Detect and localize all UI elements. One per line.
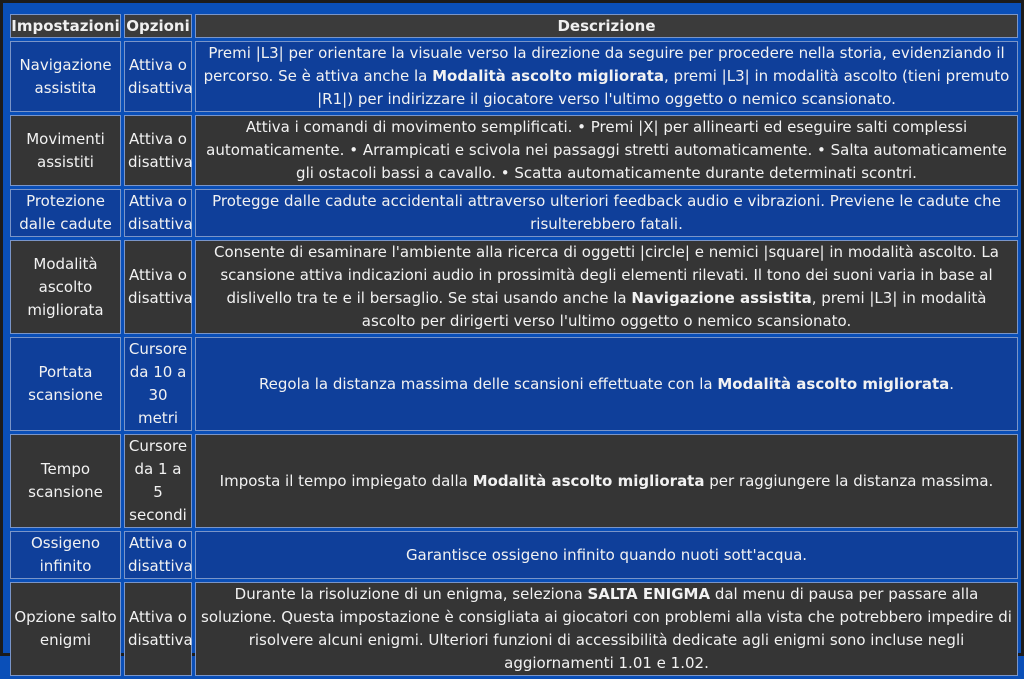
- setting-name: Movimenti assistiti: [10, 115, 121, 186]
- table-row: [10, 582, 1018, 676]
- header-options: Opzioni: [124, 14, 192, 38]
- description-text: Premi |L3| per orientare la visuale verso la direzione da seguire per procedere nella storia, evidenziando il percorso. Se è attiva anche la: [203, 44, 1005, 85]
- setting-description: [195, 434, 1018, 528]
- table-row: [10, 189, 1018, 237]
- description-text: , premi |L3| in modalità ascolto per dirigerti verso l'ultimo oggetto o nemico scansionato.: [361, 289, 987, 330]
- description-text: Garantisce ossigeno infinito quando nuoti sott'acqua.: [405, 545, 808, 564]
- setting-option: Attiva o disattiva: [124, 582, 192, 676]
- description-text: per raggiungere la distanza massima.: [704, 471, 994, 490]
- description-text: .: [949, 374, 955, 393]
- setting-name: Modalità ascolto migliorata: [10, 240, 121, 334]
- setting-description: [195, 115, 1018, 186]
- setting-description: [195, 240, 1018, 334]
- setting-description: [195, 41, 1018, 112]
- header-description: Descrizione: [195, 14, 1018, 38]
- table-row: [10, 531, 1018, 579]
- setting-name: Tempo scansione: [10, 434, 121, 528]
- table-row: [10, 337, 1018, 431]
- setting-option: Attiva o disattiva: [124, 41, 192, 112]
- setting-name: Protezione dalle cadute: [10, 189, 121, 237]
- description-text: Protegge dalle cadute accidentali attraverso ulteriori feedback audio e vibrazioni. Previene le cadute che risulterebbero fatali.: [212, 192, 1001, 233]
- table-row: [10, 240, 1018, 334]
- table-header-row: [10, 14, 1018, 38]
- setting-option: Attiva o disattiva: [124, 189, 192, 237]
- description-bold-text: Navigazione assistita: [631, 289, 812, 307]
- table-row: [10, 115, 1018, 186]
- table-row: [10, 41, 1018, 112]
- description-bold-text: Modalità ascolto migliorata: [472, 471, 705, 490]
- description-text: dal menu di pausa per passare alla soluzione. Questa impostazione è consigliata ai giocatori con problemi alla vista che potrebbero impedire di risolvere alcuni enigmi. Ulteriori funzioni di accessibilità dedicate agli enigmi sono incluse negli aggiornamenti 1.01 e 1.02.: [201, 585, 1012, 672]
- setting-description: [195, 189, 1018, 237]
- setting-name: Navigazione assistita: [10, 41, 121, 112]
- description-bold-text: Modalità ascolto migliorata: [432, 67, 665, 85]
- description-text: Regola la distanza massima delle scansioni effettuate con la: [258, 374, 718, 393]
- setting-description: [195, 531, 1018, 579]
- setting-option: Attiva o disattiva: [124, 240, 192, 334]
- setting-option: Cursore da 10 a 30 metri: [124, 337, 192, 431]
- description-text: , premi |L3| in modalità ascolto (tieni premuto |R1|) per indirizzare il giocatore verso l'ultimo oggetto o nemico scansionato.: [317, 67, 1010, 108]
- description-bold-text: Modalità ascolto migliorata: [717, 374, 950, 393]
- description-text: Attiva i comandi di movimento semplificati. • Premi |X| per allinearti ed eseguire salti complessi automaticamente. • Arrampicati e scivola nei passaggi stretti automaticamente. • Salta automaticamente gli ostacoli bassi a cavallo. • Scatta automaticamente durante determinati scontri.: [206, 118, 1007, 182]
- description-text: Consente di esaminare l'ambiente alla ricerca di oggetti |circle| e nemici |square| in modalità ascolto. La scansione attiva indicazioni audio in prossimità degli elementi rilevati. Il tono dei suoni varia in base al dislivello tra te e il bersaglio. Se stai usando anche la: [214, 243, 999, 307]
- setting-name: Ossigeno infinito: [10, 531, 121, 579]
- setting-name: Portata scansione: [10, 337, 121, 431]
- setting-option: Cursore da 1 a 5 secondi: [124, 434, 192, 528]
- accessibility-settings-table: [7, 11, 1021, 679]
- header-settings: Impostazioni: [10, 14, 121, 38]
- setting-option: Attiva o disattiva: [124, 531, 192, 579]
- description-bold-text: SALTA ENIGMA: [587, 585, 711, 603]
- setting-description: [195, 582, 1018, 676]
- setting-option: Attiva o disattiva: [124, 115, 192, 186]
- table-row: [10, 434, 1018, 528]
- description-text: Imposta il tempo impiegato dalla: [219, 471, 473, 490]
- setting-description: [195, 337, 1018, 431]
- description-text: Durante la risoluzione di un enigma, seleziona: [234, 585, 588, 603]
- setting-name: Opzione salto enigmi: [10, 582, 121, 676]
